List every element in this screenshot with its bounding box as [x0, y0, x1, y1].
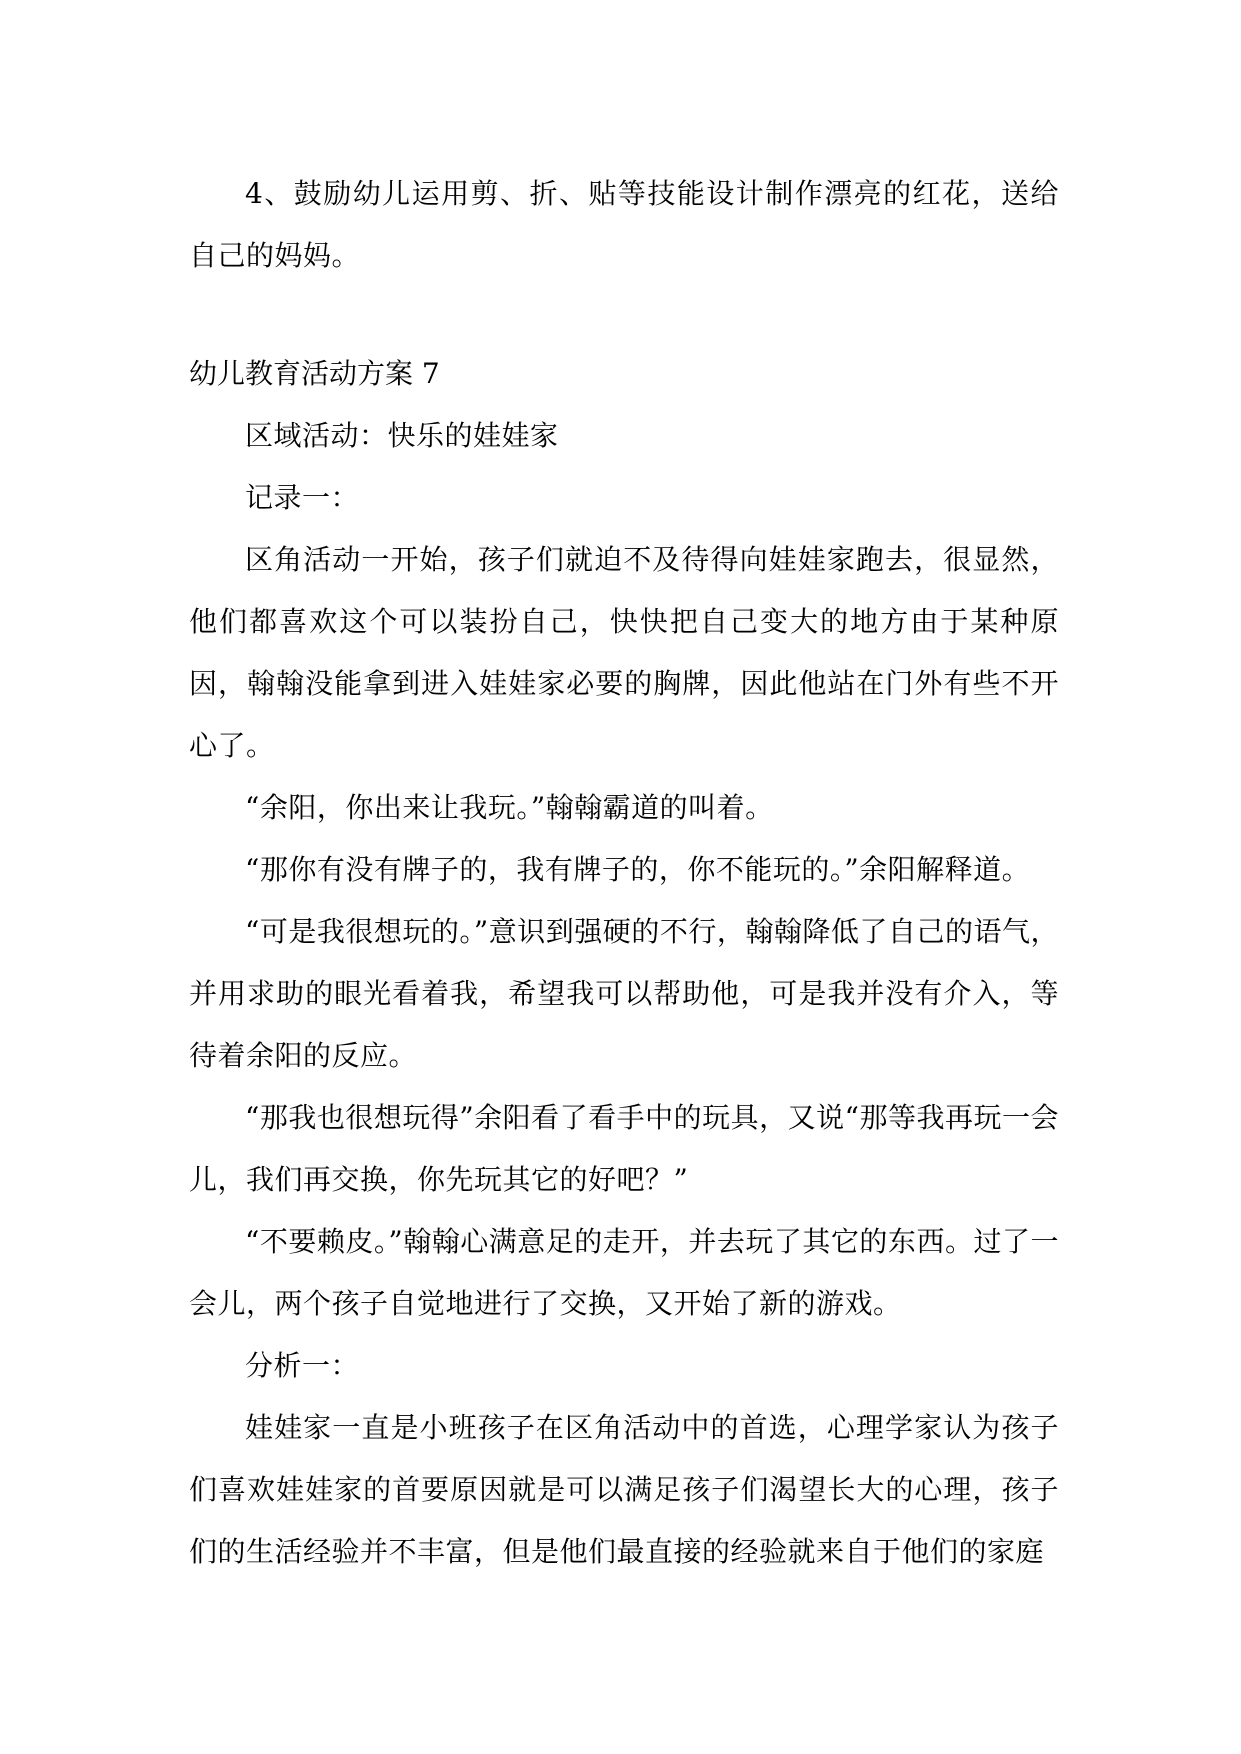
paragraph-record-body: 区角活动一开始，孩子们就迫不及待得向娃娃家跑去，很显然，他们都喜欢这个可以装扮自己，快快把自己变大的地方由于某种原因，翰翰没能拿到进入娃娃家必要的胸牌，因此他站在门外有些不开心了。: [189, 543, 1059, 762]
paragraph-dialogue-4: “那我也很想玩得”余阳看了看手中的玩具，又说“那等我再玩一会儿，我们再交换，你先玩其它的好吧？”: [189, 1101, 1059, 1196]
section-gap: [189, 287, 1059, 343]
paragraph-record-heading: 记录一：: [245, 481, 360, 514]
paragraph-dialogue-3: “可是我很想玩的。”意识到强硬的不行，翰翰降低了自己的语气，并用求助的眼光看着我，希望我可以帮助他，可是我并没有介入，等待着余阳的反应。: [189, 915, 1059, 1072]
paragraph-dialogue-2: “那你有没有牌子的，我有牌子的，你不能玩的。”余阳解释道。: [245, 853, 1031, 886]
paragraph-analysis-heading: 分析一：: [245, 1349, 360, 1382]
paragraph-analysis-body: 娃娃家一直是小班孩子在区角活动中的首选，心理学家认为孩子们喜欢娃娃家的首要原因就是可以满足孩子们渴望长大的心理，孩子们的生活经验并不丰富，但是他们最直接的经验就来自于他们的家庭: [189, 1411, 1059, 1568]
intro-paragraph: 4、鼓励幼儿运用剪、折、贴等技能设计制作漂亮的红花，送给自己的妈妈。: [189, 177, 1059, 272]
paragraph-activity-title: 区域活动：快乐的娃娃家: [245, 419, 559, 452]
paragraph-dialogue-5: “不要赖皮。”翰翰心满意足的走开，并去玩了其它的东西。过了一会儿，两个孩子自觉地进行了交换，又开始了新的游戏。: [189, 1225, 1059, 1320]
section-title: 幼儿教育活动方案 7: [189, 357, 440, 390]
document-body: [189, 163, 1059, 1583]
paragraph-dialogue-1: “余阳，你出来让我玩。”翰翰霸道的叫着。: [245, 791, 774, 824]
